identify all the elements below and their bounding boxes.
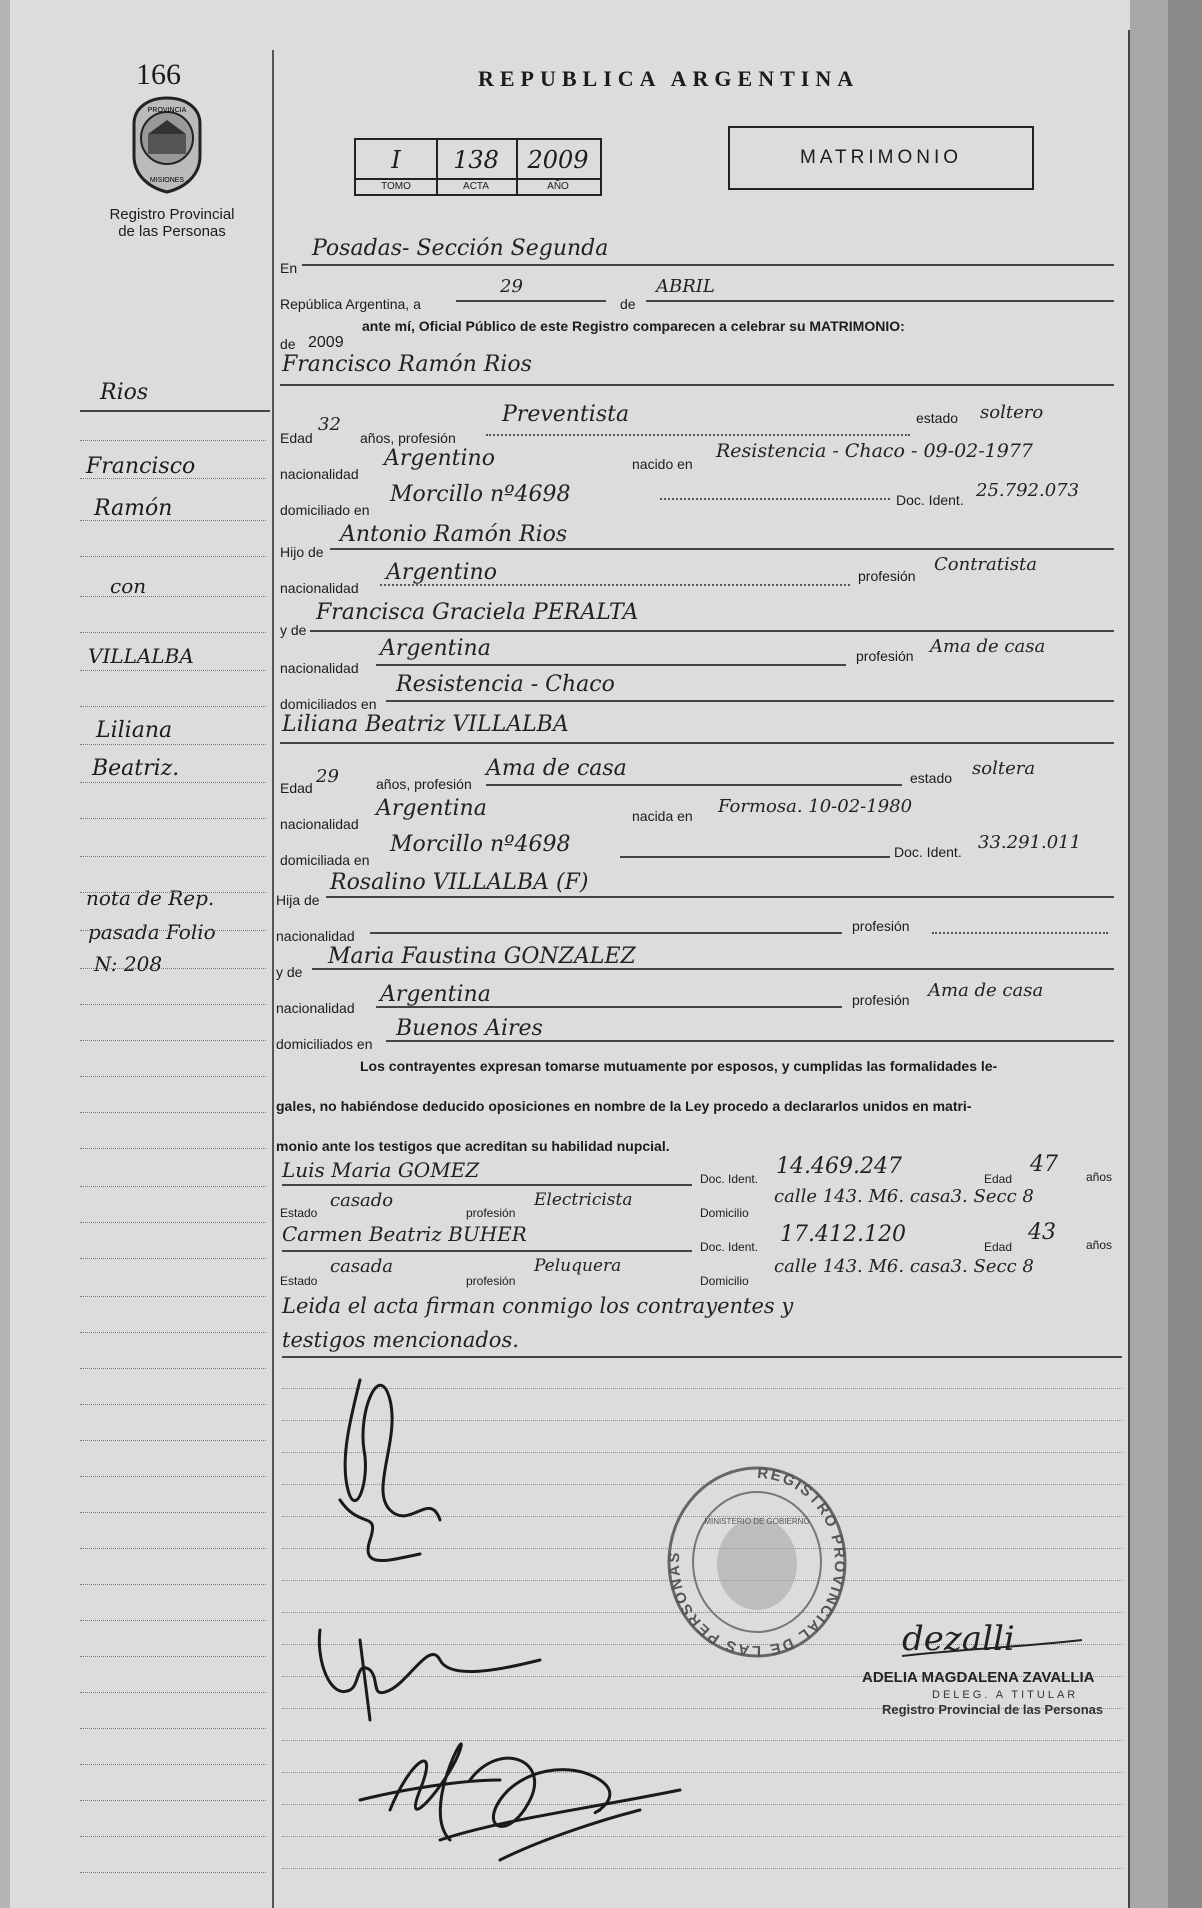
- bride-mother-profession: Ama de casa: [928, 980, 1044, 1001]
- groom-father: Antonio Ramón Rios: [340, 522, 568, 547]
- province-seal-icon: [126, 94, 208, 194]
- svg-text:DELEG. A TITULAR: DELEG. A TITULAR: [932, 1689, 1079, 1701]
- svg-text:Registro Provincial de las Per: Registro Provincial de las Personas: [882, 1702, 1104, 1717]
- margin-annotation-2: pasada Folio: [88, 920, 216, 944]
- svg-text:MISIONES: MISIONES: [149, 177, 185, 184]
- acta-cell: 138 ACTA: [436, 140, 518, 194]
- witness1-profession: Electricista: [534, 1190, 633, 1210]
- witness2-name: Carmen Beatriz BUHER: [282, 1222, 527, 1246]
- registry-name: Registro Provincial de las Personas: [109, 206, 235, 240]
- groom-father-nationality: Argentino: [386, 560, 497, 585]
- document-type-box: MATRIMONIO: [728, 126, 1034, 190]
- groom-doc-number: 25.792.073: [976, 480, 1080, 501]
- closing-line1: Leida el acta firman conmigo los contrayentes y: [282, 1294, 794, 1318]
- margin-divider: [272, 50, 274, 1908]
- witness1-civil-status: casado: [330, 1190, 394, 1211]
- declaration-line1: Los contrayentes expresan tomarse mutuamente por esposos, y cumplidas las formalidades le-: [360, 1058, 998, 1074]
- groom-mother-profession: Ama de casa: [930, 636, 1046, 657]
- margin-annotation-3: N: 208: [94, 952, 163, 976]
- place-value: Posadas- Sección Segunda: [312, 236, 609, 261]
- declaration-line2: gales, no habiéndose deducido oposiciones en nombre de la Ley procedo a declararlos unidos en matri-: [276, 1098, 972, 1114]
- groom-full-name: Francisco Ramón Rios: [282, 352, 532, 377]
- groom-civil-status: soltero: [980, 402, 1044, 423]
- groom-age: 32: [318, 414, 341, 435]
- margin-groom-first2: Ramón: [94, 496, 173, 521]
- bride-age: 29: [316, 766, 339, 787]
- svg-text:ADELIA MAGDALENA ZAVALLIA: ADELIA MAGDALENA ZAVALLIA: [862, 1669, 1095, 1686]
- margin-bride-surname: VILLALBA: [88, 644, 194, 668]
- bride-full-name: Liliana Beatriz VILLALBA: [282, 712, 569, 737]
- witness2-profession: Peluquera: [534, 1256, 622, 1276]
- day-value: 29: [500, 276, 523, 297]
- margin-bride-first1: Liliana: [96, 718, 173, 743]
- svg-text:REGISTRO PROVINCIAL DE LAS PER: REGISTRO PROVINCIAL DE LAS PERSONAS: [665, 1464, 849, 1660]
- bride-doc-number: 33.291.011: [978, 832, 1082, 853]
- groom-father-profession: Contratista: [934, 554, 1037, 575]
- intro-statement: ante mí, Oficial Público de este Registro comparecen a celebrar su MATRIMONIO:: [362, 318, 905, 334]
- witness2-age: 43: [1028, 1220, 1056, 1245]
- margin-bride-first2: Beatriz.: [92, 756, 180, 781]
- svg-text:PROVINCIA: PROVINCIA: [147, 107, 187, 114]
- margin-groom-surname: Rios: [100, 380, 149, 405]
- groom-mother: Francisca Graciela PERALTA: [316, 600, 639, 625]
- groom-nationality: Argentino: [384, 446, 495, 471]
- bride-mother: Maria Faustina GONZALEZ: [328, 944, 636, 969]
- tomo-cell: I TOMO: [356, 140, 438, 194]
- groom-address: Morcillo nº4698: [390, 482, 571, 507]
- groom-mother-nationality: Argentina: [380, 636, 491, 661]
- groom-birthplace: Resistencia - Chaco - 09-02-1977: [716, 440, 1034, 462]
- bride-father: Rosalino VILLALBA (F): [330, 870, 589, 895]
- svg-text:MINISTERIO DE GOBIERNO: MINISTERIO DE GOBIERNO: [704, 1517, 810, 1526]
- bride-profession: Ama de casa: [486, 756, 627, 781]
- bride-civil-status: soltera: [972, 758, 1036, 779]
- witness1-age: 47: [1030, 1152, 1058, 1177]
- witness1-name: Luis Maria GOMEZ: [282, 1158, 480, 1182]
- bride-birthplace: Formosa. 10-02-1980: [718, 796, 913, 817]
- margin-annotation-1: nota de Rep.: [86, 886, 215, 910]
- country-title: REPUBLICA ARGENTINA: [478, 66, 860, 91]
- svg-text:dezalli: dezalli: [902, 1619, 1015, 1659]
- bride-address: Morcillo nº4698: [390, 832, 571, 857]
- closing-line2: testigos mencionados.: [282, 1328, 519, 1352]
- signatures-icon: [300, 1340, 740, 1900]
- bride-nationality: Argentina: [376, 796, 487, 821]
- witness2-civil-status: casada: [330, 1256, 394, 1277]
- page-binding-edge: [1168, 0, 1202, 1908]
- anio-cell: 2009 AÑO: [516, 140, 600, 194]
- official-signature-block: [862, 1610, 1142, 1720]
- margin-con: con: [110, 574, 147, 598]
- witness1-address: calle 143. M6. casa3. Secc 8: [774, 1186, 1034, 1207]
- groom-profession: Preventista: [502, 402, 630, 427]
- marriage-certificate-page: 166 PROVINCIA MISIONES Registro Provincial de las Personas REPUBLICA ARGENTINA I TOMO 138 ACTA 2009 AÑO MATRIMONIO En Posadas- Sección Segunda República Argentina, a 29 de ABRIL de 2009 ante mí, Oficial Público de este Registro comparecen a celebrar su MATRIMONIO: Francisco Ramón Rios Edad 32 años, profesión Preventista estado soltero nacionalidad Argentino nacido en Resistencia - Chaco - 09-02-1977 domiciliado en Morcillo nº4698 Doc. Ident. 25.792.073 Hijo de Antonio Ramón Rios nacionalidad Argentino profesión Contratista y de Francisca Graciela PERALTA nacionalidad Argentina profesión Ama de casa domiciliados en Resistencia - Chaco Liliana Beatriz VILLALBA Edad 29 años, profesión Ama de casa estado soltera nacionalidad Argentina nacida en Formosa. 10-02-1980 domiciliada en Morcillo nº4698 Doc. Ident. 33.291.011 Hija de Rosalino VILLALBA (F) nacionalidad profesión y de Maria Faustina GONZALEZ nacionalidad Argentina profesión Ama de casa domiciliados en Buenos Aires Los contrayentes expresan tomarse mutuamente por esposos, y cumplidas las formalidades le- gales, no habiéndose deducido oposiciones en nombre de la Ley procedo a declararlos unidos en matri- monio ante los testigos que acreditan su habilidad nupcial. Luis Maria GOMEZ Doc. Ident. 14.469.247 Edad 47 años Estado casado profesión Electricista Domicilio calle 143. M6. casa3. Secc 8 Carmen Beatriz BUHER Doc. Ident. 17.412.120 Edad 43 años Estado casada profesión Peluquera Domicilio calle 143. M6. casa3. Secc 8 Leida el acta firman conmigo los contrayentes y testigos mencionados. Rios Francisco Ramón con VILLALBA Liliana Beatriz. nota de Rep. pasada Folio N: 208 REGISTRO PROVINCIAL DE LAS PERSONAS MINISTERIO DE GOBIERNO dezalli ADELIA MAGDALENA ZAVALLIA DELEG. A TITULAR Registro Provincial de las Personas: [0, 0, 1202, 1908]
- margin-groom-first1: Francisco: [86, 454, 196, 479]
- bride-parents-address: Buenos Aires: [396, 1016, 543, 1041]
- month-value: ABRIL: [656, 276, 715, 297]
- folio-number: 166: [136, 58, 181, 91]
- witness2-doc-number: 17.412.120: [780, 1222, 906, 1247]
- page-left-edge: [0, 0, 10, 1908]
- witness2-address: calle 143. M6. casa3. Secc 8: [774, 1256, 1034, 1277]
- declaration-line3: monio ante los testigos que acreditan su habilidad nupcial.: [276, 1138, 670, 1154]
- year-value: 2009: [308, 334, 344, 351]
- bride-mother-nationality: Argentina: [380, 982, 491, 1007]
- groom-parents-address: Resistencia - Chaco: [396, 672, 615, 697]
- record-number-box: [354, 138, 602, 196]
- witness1-doc-number: 14.469.247: [776, 1154, 902, 1179]
